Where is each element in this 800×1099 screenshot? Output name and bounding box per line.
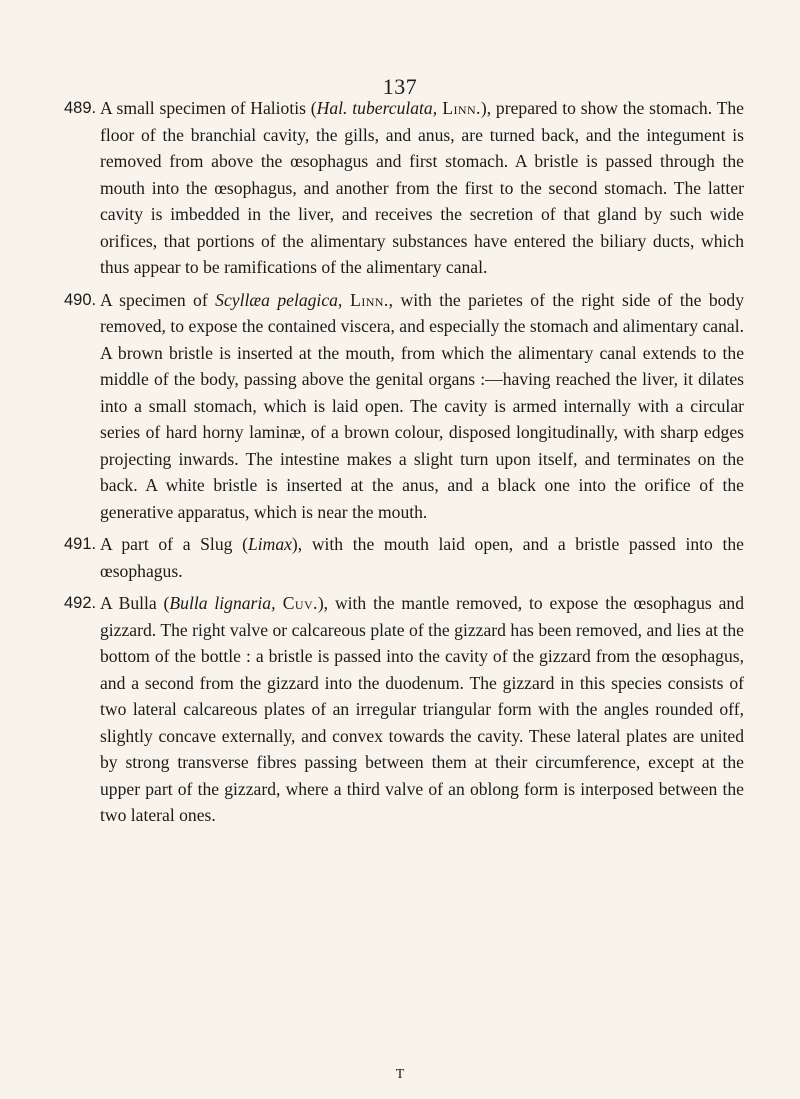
entry-text-body: ), prepared to show the stomach. The floor of the branchial cavity, the gills, and anus, are turned back, and the integument is removed from above the œsophagus and first stomach. A bristle is passed through the mouth into the œsophagus, and another from the first to the second stomach. The latter cavity is imbedded in the liver, and receives the secretion of that gland by such wide orifices, that portions of the alimentary substances have entered the biliary ducts, which thus appear to be ramifications of the alimentary canal. <box>100 98 744 277</box>
catalogue-entry-492 <box>64 590 744 829</box>
entry-text-body: ), with the mantle removed, to expose the œsophagus and gizzard. The right valve or calcareous plate of the gizzard has been removed, and lies at the bottom of the bottle : a bristle is passed into the cavity of the gizzard from the œsophagus, and a second from the gizzard into the duodenum. The gizzard in this species consists of two lateral calcareous plates of an irregular triangular form with the angles rounded off, slightly concave externally, and convex towards the cavity. These lateral plates are united by strong transverse fibres passing between them at their circumference, except at the upper part of the gizzard, where a third valve of an oblong form is interposed between the two lateral ones. <box>100 593 744 825</box>
catalogue-entries <box>64 95 744 835</box>
signature-mark: T <box>395 1067 405 1082</box>
genus-name: Limax <box>247 534 292 554</box>
entry-text <box>100 95 744 281</box>
catalogue-entry-489 <box>64 95 744 281</box>
species-name: Scyllæa pelagica, <box>215 289 343 310</box>
entry-number: 491. <box>64 535 97 553</box>
authority-name: Cuv. <box>275 593 318 613</box>
entry-number: 490. <box>64 290 97 309</box>
entry-text-lead: A specimen of <box>100 289 216 310</box>
entry-text <box>100 287 744 526</box>
entry-text-lead: A Bulla ( <box>100 593 170 613</box>
entry-text <box>100 590 744 829</box>
entry-text-body: ), with the mouth laid open, and a bristle passed into the œsophagus. <box>100 534 744 581</box>
entry-text-lead: A small specimen of Haliotis ( <box>100 98 317 118</box>
page-number: 137 <box>382 74 418 99</box>
catalogue-entry-490 <box>64 287 744 526</box>
entry-text-body: , with the parietes of the right side of the body removed, to expose the contained viscera, and especially the stomach and alimentary canal. A brown bristle is inserted at the mouth, from which the alimentary canal extends to the middle of the body, passing above the genital organs :—having reached the liver, it dilates into a small stomach, which is laid open. The cavity is armed internally with a circular series of hard horny laminæ, of a brown colour, disposed longitudinally, with sharp edges projecting inwards. The intestine makes a slight turn upon itself, and terminates on the back. A white bristle is inserted at the anus, and a black one into the orifice of the generative apparatus, which is near the mouth. <box>100 289 745 522</box>
authority-name: Linn. <box>437 98 481 118</box>
species-name: Bulla lignaria, <box>169 593 276 613</box>
entry-number: 492. <box>64 594 97 612</box>
entry-text-lead: A part of a Slug ( <box>100 534 248 554</box>
authority-name: Linn. <box>342 289 389 310</box>
catalogue-entry-491 <box>64 531 744 584</box>
entry-text <box>100 531 744 584</box>
entry-number: 489. <box>64 99 97 117</box>
species-name: Hal. tuberculata, <box>316 98 438 118</box>
